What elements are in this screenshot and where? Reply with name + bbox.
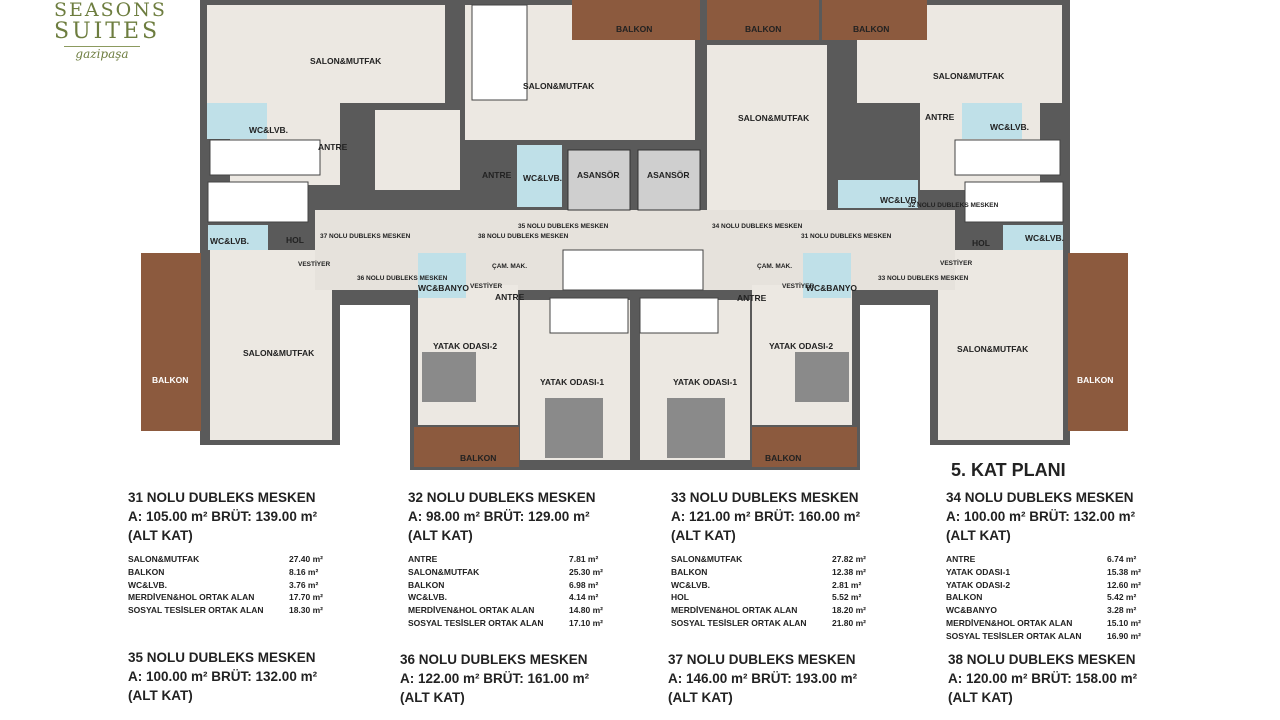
unit-title: 36 NOLU DUBLEKS MESKEN bbox=[400, 652, 588, 667]
label-wc-lvb-4: WC&LVB. bbox=[880, 195, 920, 205]
unit-row: SALON&MUTFAK 27.40 m² bbox=[128, 554, 323, 564]
entry-label-31: 31 NOLU DUBLEKS MESKEN bbox=[801, 233, 892, 240]
entry-label-38: 38 NOLU DUBLEKS MESKEN bbox=[478, 233, 569, 240]
label-salon-mutfak-2: SALON&MUTFAK bbox=[523, 81, 595, 91]
label-antre-1: ANTRE bbox=[318, 142, 348, 152]
unit-row: SOSYAL TESİSLER ORTAK ALAN 21.80 m² bbox=[671, 617, 866, 628]
unit-title: 33 NOLU DUBLEKS MESKEN bbox=[671, 490, 859, 505]
label-cam-mak-1: ÇAM. MAK. bbox=[492, 263, 528, 270]
unit-row: SALON&MUTFAK 27.82 m² bbox=[671, 554, 866, 564]
label-balkon-1: BALKON bbox=[616, 24, 653, 34]
unit-title: 31 NOLU DUBLEKS MESKEN bbox=[128, 490, 316, 505]
entry-label-32: 32 NOLU DUBLEKS MESKEN bbox=[908, 202, 999, 209]
unit-row: YATAK ODASI-1 15.38 m² bbox=[946, 566, 1141, 577]
unit-floor: (ALT KAT) bbox=[128, 528, 193, 543]
unit-floor: (ALT KAT) bbox=[946, 528, 1011, 543]
unit-area: A: 122.00 m² BRÜT: 161.00 m² bbox=[400, 671, 590, 686]
unit-block-31 bbox=[128, 488, 358, 617]
label-salon-mutfak-4: SALON&MUTFAK bbox=[933, 71, 1005, 81]
label-asansor-2: ASANSÖR bbox=[647, 170, 690, 180]
unit-row: SOSYAL TESİSLER ORTAK ALAN 16.90 m² bbox=[946, 630, 1141, 641]
unit-area: A: 121.00 m² BRÜT: 160.00 m² bbox=[671, 509, 861, 524]
unit-row: SOSYAL TESİSLER ORTAK ALAN 18.30 m² bbox=[128, 605, 323, 616]
unit-floor: (ALT KAT) bbox=[668, 690, 733, 705]
unit-area: A: 146.00 m² BRÜT: 193.00 m² bbox=[668, 671, 858, 686]
label-wc-lvb-6: WC&LVB. bbox=[1025, 233, 1065, 243]
label-yatak2-2: YATAK ODASI-2 bbox=[769, 341, 834, 351]
unit-block-36 bbox=[400, 650, 630, 707]
unit-row: BALKON 12.38 m² bbox=[671, 566, 866, 577]
logo-line2: SUITES bbox=[54, 19, 161, 44]
unit-row: HOL 5.52 m² bbox=[671, 592, 862, 603]
unit-row: ANTRE 7.81 m² bbox=[408, 554, 599, 564]
unit-title: 35 NOLU DUBLEKS MESKEN bbox=[128, 650, 316, 665]
unit-row: MERDİVEN&HOL ORTAK ALAN 14.80 m² bbox=[408, 605, 603, 616]
logo-line1: SEASONS bbox=[54, 0, 167, 21]
label-antre-4: ANTRE bbox=[495, 292, 525, 302]
unit-row: YATAK ODASI-2 12.60 m² bbox=[946, 579, 1141, 590]
label-balkon-5: BALKON bbox=[1077, 375, 1114, 385]
unit-row: SOSYAL TESİSLER ORTAK ALAN 17.10 m² bbox=[408, 617, 603, 628]
label-balkon-2: BALKON bbox=[745, 24, 782, 34]
label-salon-mutfak-1: SALON&MUTFAK bbox=[310, 56, 382, 66]
unit-area: A: 98.00 m² BRÜT: 129.00 m² bbox=[408, 509, 590, 524]
unit-block-34 bbox=[946, 488, 1176, 643]
unit-row: WC&LVB. 4.14 m² bbox=[408, 592, 599, 603]
label-salon-mutfak-6: SALON&MUTFAK bbox=[957, 344, 1029, 354]
label-balkon-7: BALKON bbox=[765, 453, 802, 463]
unit-floor: (ALT KAT) bbox=[948, 690, 1013, 705]
unit-row: WC&BANYO 3.28 m² bbox=[946, 605, 1137, 616]
label-wc-lvb-5: WC&LVB. bbox=[210, 236, 250, 246]
label-wc-lvb-2: WC&LVB. bbox=[523, 173, 563, 183]
entry-label-33: 33 NOLU DUBLEKS MESKEN bbox=[878, 275, 969, 282]
unit-row: BALKON 5.42 m² bbox=[946, 592, 1137, 603]
unit-row: MERDİVEN&HOL ORTAK ALAN 17.70 m² bbox=[128, 592, 323, 603]
unit-area: A: 120.00 m² BRÜT: 158.00 m² bbox=[948, 671, 1138, 686]
label-vestiyer-3: VESTİYER bbox=[782, 283, 815, 290]
label-wc-lvb-3: WC&LVB. bbox=[990, 122, 1030, 132]
unit-row: BALKON 8.16 m² bbox=[128, 566, 319, 577]
label-cam-mak-2: ÇAM. MAK. bbox=[757, 263, 793, 270]
unit-rows bbox=[408, 553, 603, 630]
unit-title: 38 NOLU DUBLEKS MESKEN bbox=[948, 652, 1136, 667]
label-wc-lvb-1: WC&LVB. bbox=[249, 125, 289, 135]
unit-area: A: 100.00 m² BRÜT: 132.00 m² bbox=[946, 509, 1136, 524]
unit-floor: (ALT KAT) bbox=[408, 528, 473, 543]
label-salon-mutfak-3: SALON&MUTFAK bbox=[738, 113, 810, 123]
label-antre-3: ANTRE bbox=[925, 112, 955, 122]
unit-floor: (ALT KAT) bbox=[400, 690, 465, 705]
label-antre-5: ANTRE bbox=[737, 293, 767, 303]
label-hol-2: HOL bbox=[972, 238, 990, 248]
entry-label-37: 37 NOLU DUBLEKS MESKEN bbox=[320, 233, 411, 240]
unit-row: ANTRE 6.74 m² bbox=[946, 554, 1137, 564]
entry-label-35: 35 NOLU DUBLEKS MESKEN bbox=[518, 223, 609, 230]
unit-title: 37 NOLU DUBLEKS MESKEN bbox=[668, 652, 856, 667]
unit-area: A: 100.00 m² BRÜT: 132.00 m² bbox=[128, 669, 318, 684]
label-asansor-1: ASANSÖR bbox=[577, 170, 620, 180]
unit-title: 32 NOLU DUBLEKS MESKEN bbox=[408, 490, 596, 505]
label-vestiyer-2: VESTİYER bbox=[470, 283, 503, 290]
logo-line3: gazipaşa bbox=[64, 46, 140, 61]
label-wc-banyo-2: WC&BANYO bbox=[806, 283, 857, 293]
unit-title: 34 NOLU DUBLEKS MESKEN bbox=[946, 490, 1134, 505]
unit-floor: (ALT KAT) bbox=[671, 528, 736, 543]
label-salon-mutfak-5: SALON&MUTFAK bbox=[243, 348, 315, 358]
unit-row: WC&LVB. 3.76 m² bbox=[128, 579, 319, 590]
unit-row: BALKON 6.98 m² bbox=[408, 579, 599, 590]
label-balkon-6: BALKON bbox=[460, 453, 497, 463]
unit-block-33 bbox=[671, 488, 901, 630]
unit-floor: (ALT KAT) bbox=[128, 688, 193, 703]
unit-row: SALON&MUTFAK 25.30 m² bbox=[408, 566, 603, 577]
page-title: 5. KAT PLANI bbox=[951, 460, 1066, 480]
unit-block-38 bbox=[948, 650, 1178, 707]
label-vestiyer-1: VESTİYER bbox=[298, 261, 331, 268]
label-yatak1-1: YATAK ODASI-1 bbox=[540, 377, 605, 387]
label-hol-1: HOL bbox=[286, 235, 304, 245]
label-vestiyer-4: VESTİYER bbox=[940, 260, 973, 267]
label-yatak1-2: YATAK ODASI-1 bbox=[673, 377, 738, 387]
label-yatak2-1: YATAK ODASI-2 bbox=[433, 341, 498, 351]
label-antre-2: ANTRE bbox=[482, 170, 512, 180]
unit-rows bbox=[946, 553, 1141, 643]
unit-block-32 bbox=[408, 488, 638, 630]
unit-row: MERDİVEN&HOL ORTAK ALAN 15.10 m² bbox=[946, 617, 1141, 628]
unit-rows bbox=[128, 553, 323, 617]
unit-row: MERDİVEN&HOL ORTAK ALAN 18.20 m² bbox=[671, 605, 866, 616]
label-wc-banyo-1: WC&BANYO bbox=[418, 283, 469, 293]
entry-label-34: 34 NOLU DUBLEKS MESKEN bbox=[712, 223, 803, 230]
unit-area: A: 105.00 m² BRÜT: 139.00 m² bbox=[128, 509, 318, 524]
label-balkon-4: BALKON bbox=[152, 375, 189, 385]
unit-block-37 bbox=[668, 650, 898, 707]
unit-block-35 bbox=[128, 648, 358, 705]
unit-rows bbox=[671, 553, 866, 630]
unit-row: WC&LVB. 2.81 m² bbox=[671, 579, 862, 590]
entry-label-36: 36 NOLU DUBLEKS MESKEN bbox=[357, 275, 448, 282]
label-balkon-3: BALKON bbox=[853, 24, 890, 34]
